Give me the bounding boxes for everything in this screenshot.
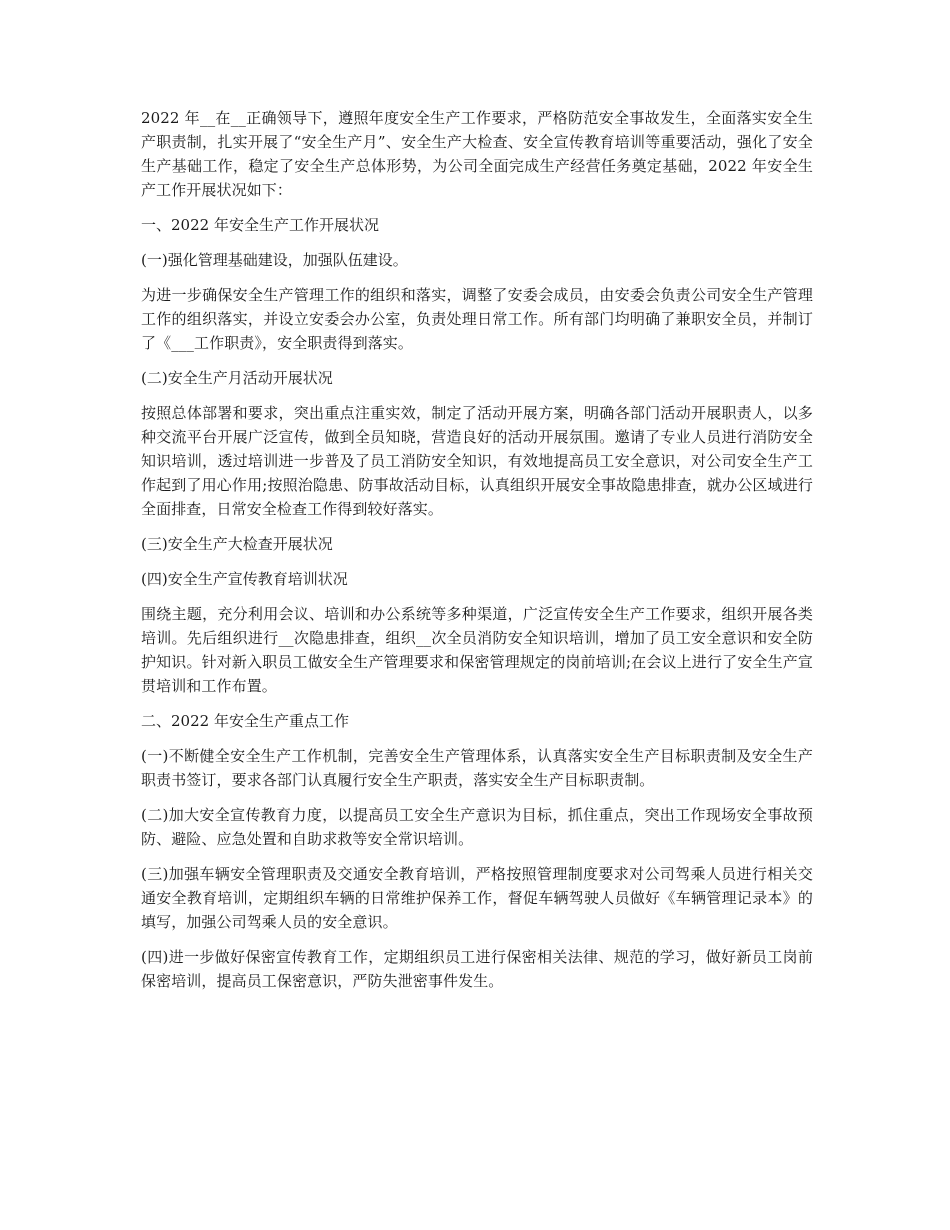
paragraph-safety-month: 按照总体部署和要求，突出重点注重实效，制定了活动开展方案，明确各部门活动开展职责人，以多种交流平台开展广泛宣传，做到全员知晓，营造良好的活动开展氛围。邀请了专业人员进行消防安全知识培训，透过培训进一步普及了员工消防安全知识，有效地提高员工安全意识，对公司安全生产工作起到了用心作用;按照治隐患、防事故活动目标，认真组织开展安全事故隐患排查，就办公区域进行全面排查，日常安全检查工作得到较好落实。: [141, 404, 813, 518]
subsection-heading-1-4: (四)安全生产宣传教育培训状况: [141, 570, 348, 588]
paragraph-key-work-1: (一)不断健全安全生产工作机制，完善安全生产管理体系，认真落实安全生产目标职责制及安全生产职责书签订，要求各部门认真履行安全生产职责，落实安全生产目标职责制。: [141, 747, 813, 789]
paragraph-key-work-3: (三)加强车辆安全管理职责及交通安全教育培训，严格按照管理制度要求对公司驾乘人员进行相关交通安全教育培训，定期组织车辆的日常维护保养工作，督促车辆驾驶人员做好《车辆管理记录本》的填写，加强公司驾乘人员的安全意识。: [141, 865, 813, 931]
intro-paragraph: 2022 年__在__正确领导下，遵照年度安全生产工作要求，严格防范安全事故发生，全面落实安全生产职责制，扎实开展了“安全生产月”、安全生产大检查、安全宣传教育培训等重要活动，强化了安全生产基础工作，稳定了安全生产总体形势，为公司全面完成生产经营任务奠定基础，2022 年安全生产工作开展状况如下：: [141, 109, 813, 199]
section-heading-1: 一、2022 年安全生产工作开展状况: [141, 216, 379, 234]
paragraph-team-building: 为进一步确保安全生产管理工作的组织和落实，调整了安委会成员，由安委会负责公司安全生产管理工作的组织落实，并设立安委会办公室，负责处理日常工作。所有部门均明确了兼职安全员，并制订了《___工作职责》，安全职责得到落实。: [141, 286, 813, 352]
subsection-heading-1-1: (一)强化管理基础建设，加强队伍建设。: [141, 251, 408, 269]
paragraph-key-work-2: (二)加大安全宣传教育力度，以提高员工安全生产意识为目标，抓住重点，突出工作现场安全事故预防、避险、应急处置和自助求救等安全常识培训。: [141, 806, 813, 848]
section-heading-2: 二、2022 年安全生产重点工作: [141, 712, 349, 730]
subsection-heading-1-2: (二)安全生产月活动开展状况: [141, 369, 333, 387]
document-page: [141, 106, 813, 1004]
paragraph-training: 围绕主题，充分利用会议、培训和办公系统等多种渠道，广泛宣传安全生产工作要求，组织开展各类培训。先后组织进行__次隐患排查，组织__次全员消防安全知识培训，增加了员工安全意识和安全防护知识。针对新入职员工做安全生产管理要求和保密管理规定的岗前培训;在会议上进行了安全生产宣贯培训和工作布置。: [141, 605, 813, 695]
paragraph-key-work-4: (四)进一步做好保密宣传教育工作，定期组织员工进行保密相关法律、规范的学习，做好新员工岗前保密培训，提高员工保密意识，严防失泄密事件发生。: [141, 948, 813, 990]
subsection-heading-1-3: (三)安全生产大检查开展状况: [141, 535, 333, 553]
